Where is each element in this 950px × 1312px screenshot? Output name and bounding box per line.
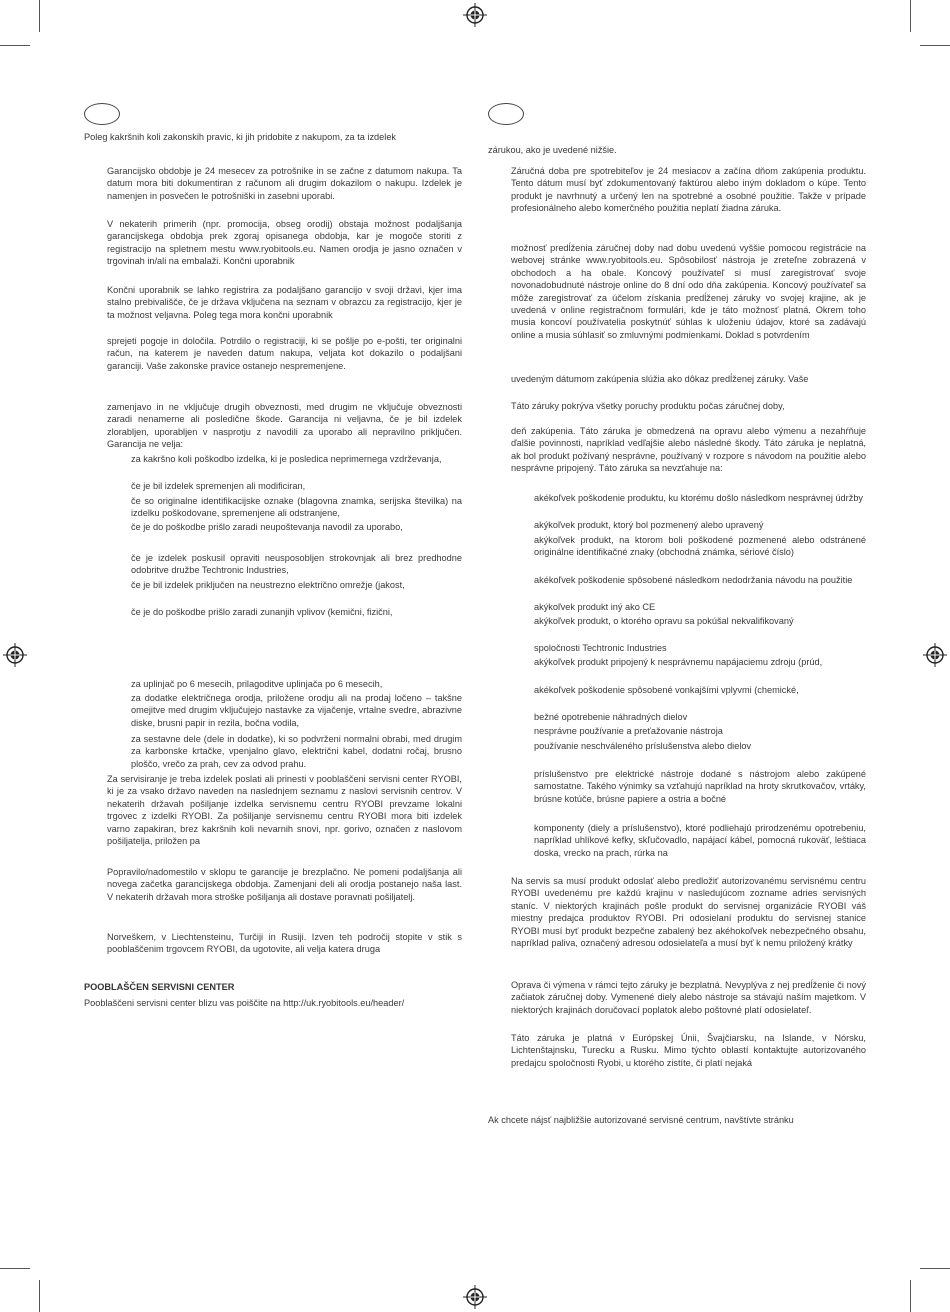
registration-mark-bottom-icon	[463, 1285, 487, 1309]
registration-mark-top-icon	[463, 3, 487, 27]
right-list-item: akékoľvek poškodenie produktu, ku ktorému došlo následkom nesprávnej údržby	[534, 493, 864, 503]
left-list-item: za kakršno koli poškodbo izdelka, ki je posledica neprimernega vzdrževanja,	[131, 454, 442, 464]
left-paragraph-6: Za servisiranje je treba izdelek poslati ali prinesti v pooblaščeni servisni center RYOBI, ki je za vsako državo naveden na naslednjem seznamu z naslovi servisnih centrov. V nekaterih državah pošiljanje izdelka servisnemu centru RYOBI prevzame lokalni trgovec z izdelki RYOBI. Za pošiljanje servisnemu centru RYOBI mora biti izdelek varno zapakiran, brez kakršnih koli nevarnih snovi, npr. gorivo, označen z naslovom pošiljatelja, priložen pa	[107, 774, 462, 847]
crop-mark-bottom-left-v	[39, 1280, 40, 1312]
registration-mark-left-icon	[3, 643, 27, 667]
right-list-item: akékoľvek poškodenie spôsobené následkom nedodržania návodu na použitie	[534, 575, 853, 585]
right-list-item: nesprávne používanie a preťažovanie nástroja	[534, 726, 723, 736]
crop-mark-top-left-v	[39, 0, 40, 32]
right-paragraph-5: deň zakúpenia. Táto záruka je obmedzená na opravu alebo výmenu a nezahŕňuje ďalšie povinnosti, napríklad vedľajšie alebo následné škody. Táto záruka je neplatná, ak bol produkt požívaný nesprávne, používaný v rozpore s návodom na použitie alebo nesprávne pripojený. Táto záruka sa nevzťahuje na:	[511, 426, 866, 474]
registration-mark-right-icon	[923, 643, 947, 667]
left-list-item: če je bil izdelek priključen na neustrezno električno omrežje (jakost,	[131, 580, 405, 590]
right-list-item: akýkoľvek produkt, na ktorom boli poškodené pozmenené alebo odstránené originálne identifikačné znaky (obchodná známka, sériové číslo)	[534, 535, 866, 558]
crop-mark-top-right	[920, 45, 950, 46]
left-paragraph-9: Pooblaščeni servisni center blizu vas poiščite na http://uk.ryobitools.eu/header/	[84, 998, 405, 1008]
right-paragraph-1: Záručná doba pre spotrebiteľov je 24 mesiacov a začína dňom zakúpenia produktu. Tento dátum musí byť zdokumentovaný faktúrou alebo iným dokladom o kúpe. Tento produkt je navrhnutý a určený len na spotrebné a osobné použitie. Takže v prípade profesionálneho alebo komerčného použitia neplatí žiadna záruka.	[511, 166, 866, 214]
right-paragraph-7: Oprava či výmena v rámci tejto záruky je bezplatná. Nevyplýva z nej predĺženie či nový začiatok záručnej doby. Vymenené diely alebo nástroje sa stávajú naším majetkom. V niektorých krajinách doručovací poplatok alebo poštovné platí odosielateľ.	[511, 980, 866, 1015]
left-list-item: za uplinjač po 6 mesecih, prilagoditve uplinjača po 6 mesecih,	[131, 679, 383, 689]
right-list-item: akékoľvek poškodenie spôsobené vonkajšími vplyvmi (chemické,	[534, 685, 799, 695]
left-paragraph-2: V nekaterih primerih (npr. promocija, obseg orodij) obstaja možnost podaljšanja garancijskega obdobja prek zgoraj opisanega obdobja, kar je mogoče storiti z registracijo na spletnem mestu www.ryobitools.eu. Namen orodja je jasno označen v trgovinah in/ali na embalaži. Končni uporabnik	[107, 219, 462, 267]
right-list-item: akýkoľvek produkt, ktorý bol pozmenený alebo upravený	[534, 520, 764, 530]
right-paragraph-8: Táto záruka je platná v Európskej Únii, Švajčiarsku, na Islande, v Nórsku, Lichtenštajnsku, Turecku a Rusku. Mimo týchto oblastí kontaktujte autorizovaného predajcu spoločnosti Ryobi, u ktorého zistíte, či platí nejaká	[511, 1033, 866, 1068]
left-list-item: če je izdelek poskusil opraviti neusposobljen strokovnjak ali brez predhodne odobritve družbe Techtronic Industries,	[131, 553, 462, 576]
right-paragraph-6: Na servis sa musí produkt odoslať alebo predložiť autorizovanému servisnému centru RYOBI uvedenému pre každú krajinu v nasledujúcom zozname adries servisných staníc. V niektorých krajinách pošle produkt do servisnej organizácie RYOBI váš miestny predajca produktov RYOBI. Pri odosielaní produktu do servisnej stanice RYOBI musí byť produkt bezpečne zabalený bez akéhokoľvek nebezpečného obsahu, napríklad paliva, označený adresou odosielateľa a musí byť k nemu priložený krátky	[511, 876, 866, 949]
left-paragraph-4: sprejeti pogoje in določila. Potrdilo o registraciji, ki se pošlje po e-pošti, ter originalni račun, na katerem je naveden datum nakupa, veljata kot dokazilo o podaljšani garanciji. Vaše zakonske pravice ostanejo nespremenjene.	[107, 336, 462, 371]
left-list-item: če je do poškodbe prišlo zaradi neupoštevanja navodil za uporabo,	[131, 522, 403, 532]
crop-mark-bottom-left	[0, 1268, 30, 1269]
right-list-item: používanie neschváleného príslušenstva alebo dielov	[534, 741, 752, 751]
right-list-item: komponenty (diely a príslušenstvo), ktoré podliehajú prirodzenému opotrebeniu, napríklad uhlíkové kefky, skľučovadlo, napájací kábel, pomocná rukoväť, leštiaca doska, vrecko na prach, rúrka na	[534, 823, 866, 858]
crop-mark-bottom-right-v	[910, 1280, 911, 1312]
language-badge-right	[488, 103, 524, 125]
right-list-item: príslušenstvo pre elektrické nástroje dodané s nástrojom alebo zakúpené samostatne. Takého výnimky sa vzťahujú napríklad na hroty skrutkovačov, vrtáky, brúsne kotúče, brúsne papiere a ostria a bočné	[534, 769, 866, 804]
left-paragraph-3: Končni uporabnik se lahko registrira za podaljšano garancijo v svoji državi, kjer ima stalno prebivališče, če je država vključena na seznam v obrazcu za registracijo, kjer je ta možnost veljavna. Poleg tega mora končni uporabnik	[107, 285, 462, 320]
left-list-item: če je bil izdelek spremenjen ali modificiran,	[131, 481, 306, 491]
right-intro: zárukou, ako je uvedené nižšie.	[488, 145, 617, 155]
left-list-item: za dodatke električnega orodja, priložene orodju ali na prodaj ločeno – takšne omejitve med drugim vključujejo nastavke za vijačenje, vrtalne svedre, abrazivne diske, brusni papir in rezila, bočna vodila,	[131, 693, 462, 728]
right-paragraph-4: Táto záruky pokrýva všetky poruchy produktu počas záručnej doby,	[511, 401, 785, 411]
left-intro: Poleg kakršnih koli zakonskih pravic, ki jih pridobite z nakupom, za ta izdelek	[84, 132, 397, 142]
right-list-item: bežné opotrebenie náhradných dielov	[534, 712, 688, 722]
language-badge-left	[84, 103, 120, 125]
crop-mark-bottom-right	[920, 1268, 950, 1269]
left-paragraph-1: Garancijsko obdobje je 24 mesecev za potrošnike in se začne z datumom nakupa. Ta datum mora biti dokumentiran z računom ali drugim dokazilom o nakupu. Izdelek je namenjen in posvečen le potrošniški in zasebni uporabi.	[107, 166, 462, 201]
left-list-item: če so originalne identifikacijske oznake (blagovna znamka, serijska številka) na izdelku poškodovane, spremenjene ali odstranjene,	[131, 496, 462, 519]
left-paragraph-7: Popravilo/nadomestilo v sklopu te garancije je brezplačno. Ne pomeni podaljšanja ali novega začetka garancijskega obdobja. Zamenjani deli ali orodja postanejo naša last. V nekaterih državah mora stroške pošiljanja ali dostave poravnati pošiljatelj.	[107, 867, 462, 902]
left-paragraph-5: zamenjavo in ne vključuje drugih obveznosti, med drugim ne vključuje obveznosti zaradi nenamerne ali posledične škode. Garancija ni veljavna, če je bil izdelek zlorabljen, uporabljen v nasprotju z navodili za uporabo ali nepravilno priključen. Garancija ne velja:	[107, 402, 462, 450]
crop-mark-top-left	[0, 45, 30, 46]
left-list-item: če je do poškodbe prišlo zaradi zunanjih vplivov (kemični, fizični,	[131, 607, 393, 617]
right-list-item: spoločnosti Techtronic Industries	[534, 643, 667, 653]
right-paragraph-3: uvedeným dátumom zakúpenia slúžia ako dôkaz predĺženej záruky. Vaše	[511, 374, 809, 384]
crop-mark-top-right-v	[910, 0, 911, 32]
right-paragraph-9: Ak chcete nájsť najbližšie autorizované servisné centrum, navštívte stránku	[488, 1115, 794, 1125]
right-list-item: akýkoľvek produkt pripojený k nesprávnemu napájaciemu zdroju (prúd,	[534, 657, 823, 667]
right-list-item: akýkoľvek produkt iný ako CE	[534, 602, 656, 612]
left-paragraph-8: Norveškem, v Liechtensteinu, Turčiji in Rusiji. Izven teh področij stopite v stik s pooblaščenim trgovcem RYOBI, da ugotovite, ali velja katera druga	[107, 932, 462, 955]
right-paragraph-2: možnosť predĺženia záručnej doby nad dobu uvedenú vyššie pomocou registrácie na webovej stránke www.ryobitools.eu. Spôsobilosť nástroja je zreteľne zobrazená v obchodoch a ha obale. Koncový používateľ si musí zaregistrovať svoje novonadobudnuté nástroje online do 8 dní odo dňa zakúpenia. Koncový používateľ sa môže zaregistrovať za účelom získania predĺženej záruky vo svojej krajine, ak je uvedená v online registračnom formulári, kde je táto možnosť platná. Okrem toho musia koncoví používatelia poskytnúť súhlas k uloženiu údajov, ktoré sa zadávajú online a musia súhlasiť so zmluvnými podmienkami. Doklad s potvrdením	[511, 243, 866, 340]
right-list-item: akýkoľvek produkt, o ktorého opravu sa pokúšal nekvalifikovaný	[534, 616, 794, 626]
left-list-item: za sestavne dele (dele in dodatke), ki so podvrženi normalni obrabi, med drugim za karbonske krtačke, vpenjalno glavo, električni kabel, dodatni ročaj, brusno ploščo, vrečo za prah, cev za odvod prahu.	[131, 734, 462, 769]
left-section-heading: POOBLAŠČEN SERVISNI CENTER	[84, 982, 235, 992]
